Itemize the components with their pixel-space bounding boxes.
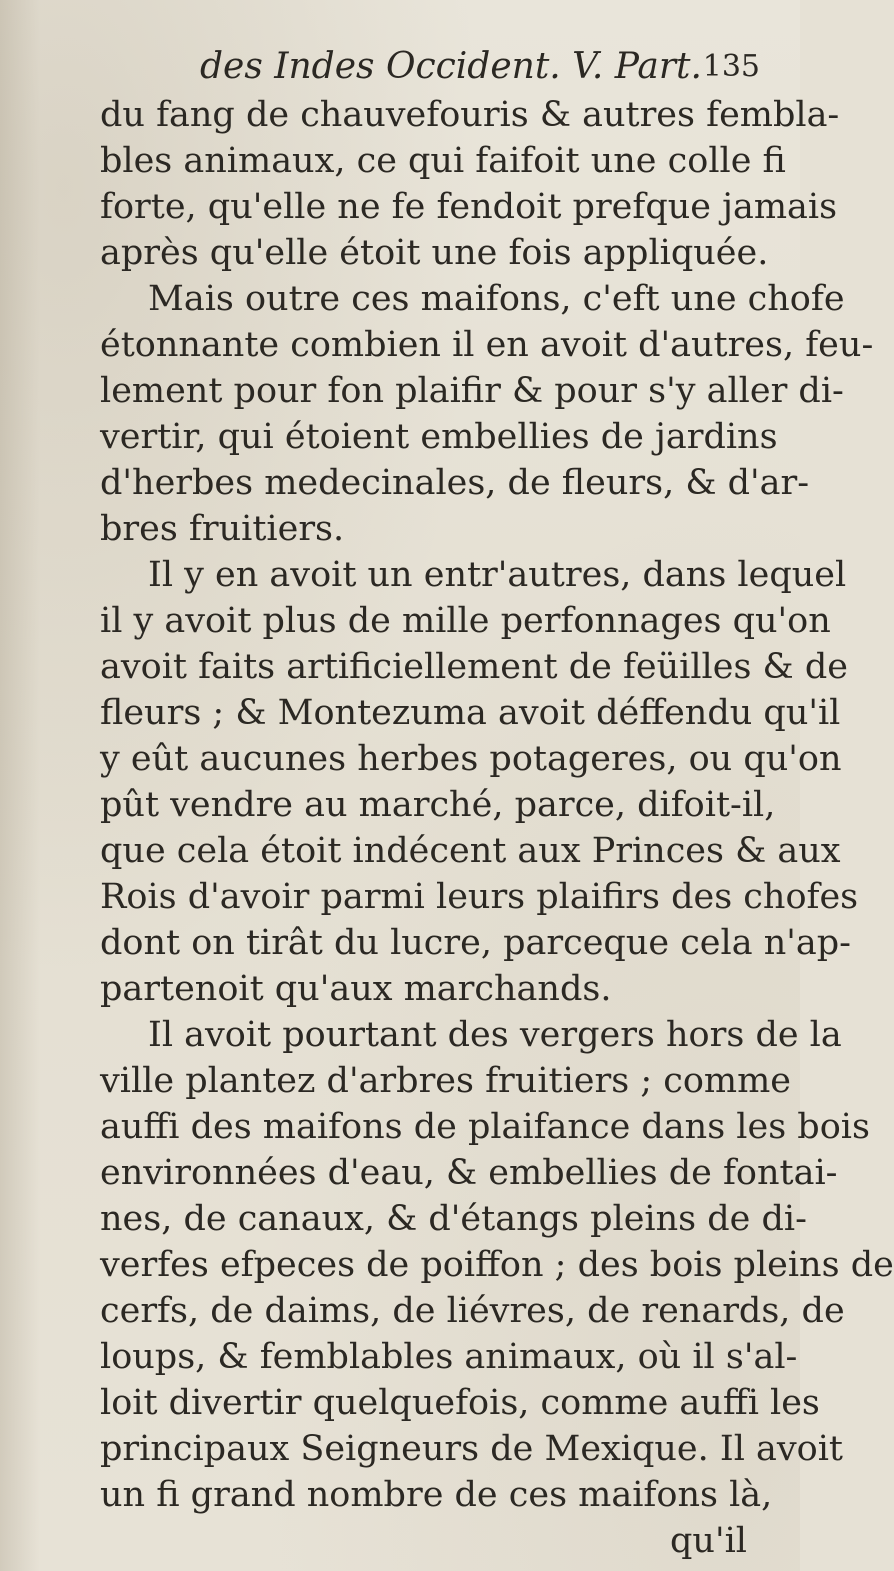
text-line: pût vendre au marché, parce, difoit-il, bbox=[100, 785, 776, 825]
text-line: loit divertir quelquefois, comme auffi les bbox=[100, 1383, 820, 1423]
paragraph-start-line: Il y en avoit un entr'autres, dans lequel bbox=[148, 555, 847, 595]
text-line: principaux Seigneurs de Mexique. Il avoit bbox=[100, 1429, 843, 1469]
text-line: ville plantez d'arbres fruitiers ; comme bbox=[100, 1061, 791, 1101]
text-line: auffi des maifons de plaifance dans les bois bbox=[100, 1107, 870, 1147]
text-line: lement pour fon plaifir & pour s'y aller di- bbox=[100, 371, 844, 411]
text-line: étonnante combien il en avoit d'autres, feu- bbox=[100, 325, 874, 365]
text-line: loups, & femblables animaux, où il s'al- bbox=[100, 1337, 798, 1377]
text-line: environnées d'eau, & embellies de fontai- bbox=[100, 1153, 838, 1193]
text-line: vertir, qui étoient embellies de jardins bbox=[100, 417, 778, 457]
running-title: des Indes Occident. V. Part. bbox=[200, 46, 702, 87]
text-line: partenoit qu'aux marchands. bbox=[100, 969, 612, 1009]
text-line: bres fruitiers. bbox=[100, 509, 345, 549]
text-line: d'herbes medecinales, de fleurs, & d'ar- bbox=[100, 463, 810, 503]
text-line: après qu'elle étoit une fois appliquée. bbox=[100, 233, 769, 273]
text-line: il y avoit plus de mille perfonnages qu'on bbox=[100, 601, 831, 641]
catchword: qu'il bbox=[670, 1521, 747, 1561]
text-line: y eût aucunes herbes potageres, ou qu'on bbox=[100, 739, 842, 779]
text-line: du fang de chauvefouris & autres fembla- bbox=[100, 95, 840, 135]
text-line: un fi grand nombre de ces maifons là, bbox=[100, 1475, 773, 1515]
text-line: forte, qu'elle ne fe fendoit prefque jamais bbox=[100, 187, 838, 227]
page-header bbox=[150, 42, 770, 92]
paragraph-start-line: Il avoit pourtant des vergers hors de la bbox=[148, 1015, 842, 1055]
text-line: fleurs ; & Montezuma avoit déffendu qu'il bbox=[100, 693, 841, 733]
text-line: dont on tirât du lucre, parceque cela n'ap- bbox=[100, 923, 851, 963]
text-line: verfes efpeces de poiffon ; des bois pleins de bbox=[100, 1245, 894, 1285]
text-line: que cela étoit indécent aux Princes & aux bbox=[100, 831, 841, 871]
text-line: nes, de canaux, & d'étangs pleins de di- bbox=[100, 1199, 807, 1239]
page-number: 135 bbox=[702, 49, 760, 84]
text-line: bles animaux, ce qui faifoit une colle fi bbox=[100, 141, 786, 181]
text-line: Rois d'avoir parmi leurs plaifirs des chofes bbox=[100, 877, 859, 917]
text-line: avoit faits artificiellement de feüilles & de bbox=[100, 647, 848, 687]
paragraph-start-line: Mais outre ces maifons, c'eft une chofe bbox=[148, 279, 845, 319]
page-gutter-shadow bbox=[0, 0, 40, 1571]
text-line: cerfs, de daims, de liévres, de renards, de bbox=[100, 1291, 845, 1331]
